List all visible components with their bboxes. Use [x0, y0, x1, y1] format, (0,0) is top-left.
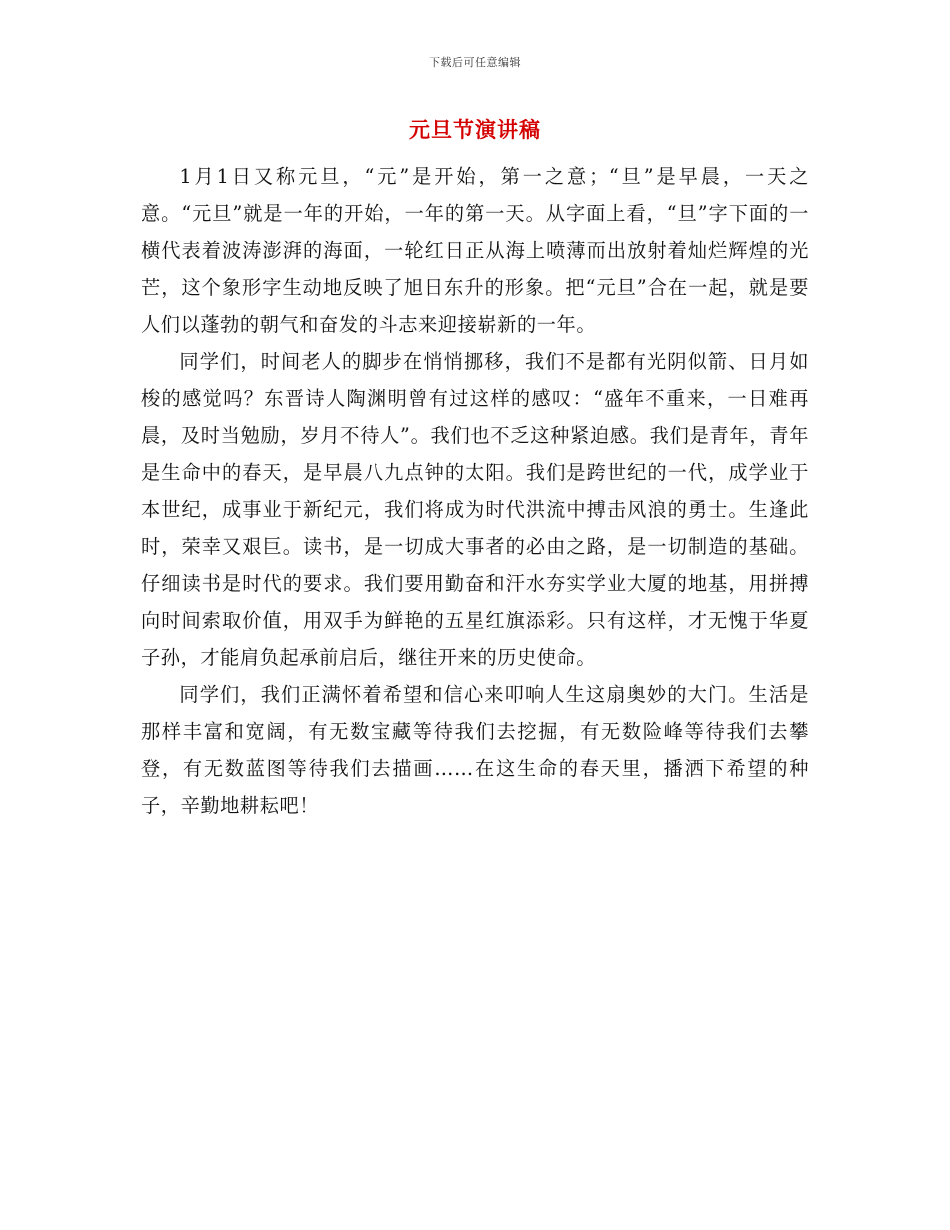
- paragraph-1: 1月1日又称元旦，“元”是开始，第一之意；“旦”是早晨，一天之意。“元旦”就是一年的开始，一年的第一天。从字面上看，“旦”字下面的一横代表着波涛澎湃的海面，一轮红日正从海上喷薄而出放射着灿烂辉煌的光芒，这个象形字生动地反映了旭日东升的形象。把“元旦”合在一起，就是要人们以蓬勃的朝气和奋发的斗志来迎接崭新的一年。: [141, 165, 809, 336]
- document-title: 元旦节演讲稿: [409, 117, 541, 142]
- paragraph-3: 同学们，我们正满怀着希望和信心来叩响人生这扇奥妙的大门。生活是那样丰富和宽阔，有无数宝藏等待我们去挖掘，有无数险峰等待我们去攀登，有无数蓝图等待我们去描画……在这生命的春天里，播洒下希望的种子，辛勤地耕耘吧！: [141, 683, 809, 817]
- paragraph-2: 同学们，时间老人的脚步在悄悄挪移，我们不是都有光阴似箭、日月如梭的感觉吗？东晋诗人陶渊明曾有过这样的感叹：“盛年不重来，一日难再晨，及时当勉励，岁月不待人”。我们也不乏这种紧迫感。我们是青年，青年是生命中的春天，是早晨八九点钟的太阳。我们是跨世纪的一代，成学业于本世纪，成事业于新纪元，我们将成为时代洪流中搏击风浪的勇士。生逢此时，荣幸又艰巨。读书，是一切成大事者的必由之路，是一切制造的基础。仔细读书是时代的要求。我们要用勤奋和汗水夯实学业大厦的地基，用拼搏向时间索取价值，用双手为鲜艳的五星红旗添彩。只有这样，才无愧于华夏子孙，才能肩负起承前启后，继往开来的历史使命。: [141, 350, 809, 669]
- document-body: [141, 158, 809, 824]
- header-note: 下载后可任意编辑: [429, 56, 521, 69]
